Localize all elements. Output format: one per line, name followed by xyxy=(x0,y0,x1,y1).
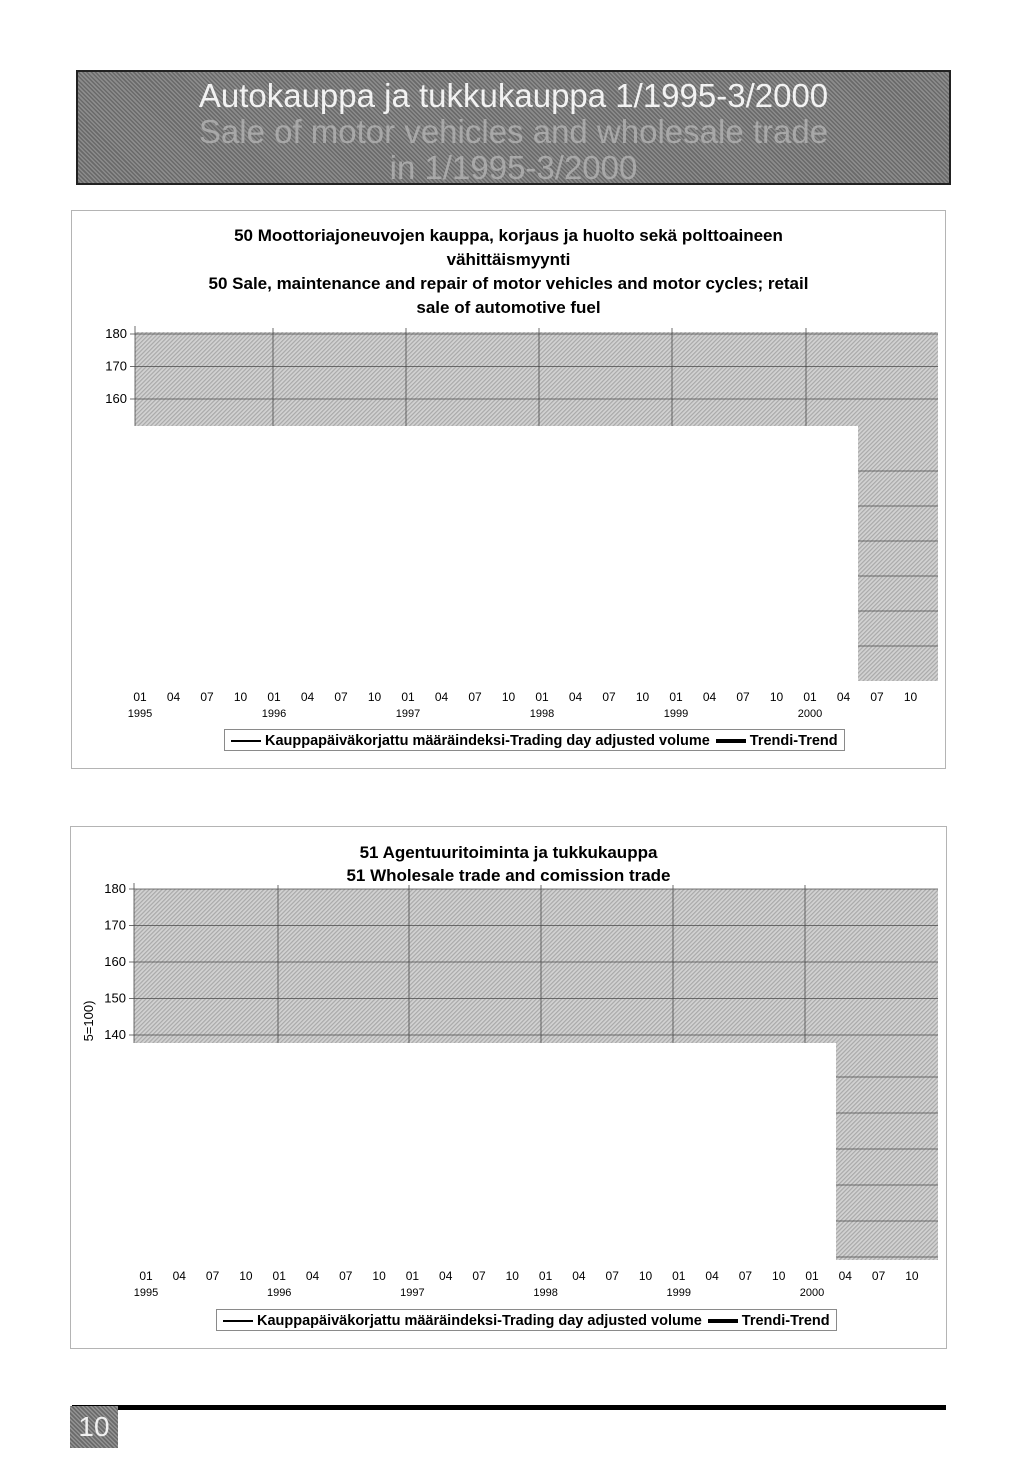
chart2-title-fi: 51 Agentuuritoiminta ja tukkukauppa xyxy=(359,843,658,862)
y-tick-label: 140 xyxy=(104,1027,126,1042)
y-tick-label: 160 xyxy=(105,391,127,406)
x-tick-label-month: 01 xyxy=(538,1269,553,1283)
x-tick-label-month: 07 xyxy=(468,690,482,704)
x-tick-label-month: 04 xyxy=(434,690,449,704)
x-tick-label-month: 01 xyxy=(535,690,549,704)
legend-trend-swatch xyxy=(716,739,746,743)
header-title-fi: Autokauppa ja tukkukauppa 1/1995-3/2000 xyxy=(198,77,829,114)
plot-area-right-strip xyxy=(858,426,938,681)
y-axis-label: 5=100) xyxy=(81,1000,96,1042)
legend-trend-label: Trendi-Trend xyxy=(749,733,838,749)
chart1-legend xyxy=(224,729,845,751)
x-tick-label-month: 07 xyxy=(200,690,214,704)
x-tick-label-year: 1997 xyxy=(395,708,421,720)
x-tick-label-month: 04 xyxy=(305,1269,320,1283)
x-tick-label-month: 07 xyxy=(602,690,616,704)
x-tick-label-month: 10 xyxy=(239,1269,253,1283)
x-tick-label-year: 1998 xyxy=(529,708,555,720)
plot-area-upper-band xyxy=(135,332,938,426)
x-tick-label-month: 01 xyxy=(267,690,281,704)
x-tick-label-month: 07 xyxy=(339,1269,353,1283)
chart-panel-motor-vehicles xyxy=(71,210,946,769)
x-tick-label-month: 10 xyxy=(372,1269,386,1283)
x-tick-label-year: 1998 xyxy=(533,1287,558,1299)
chart2-plot xyxy=(71,827,946,1348)
y-tick-label: 160 xyxy=(104,954,126,969)
chart-panel-wholesale xyxy=(70,826,947,1349)
legend-volume-swatch xyxy=(231,740,261,742)
legend-volume-label: Kauppapäiväkorjattu määräindeksi-Trading day adjusted volume xyxy=(257,1313,702,1329)
x-tick-label-year: 1996 xyxy=(266,1287,292,1299)
legend-volume-swatch xyxy=(223,1320,253,1322)
page-header-banner xyxy=(76,70,951,185)
chart1-title-en-2: sale of automotive fuel xyxy=(416,298,601,317)
legend-volume-label: Kauppapäiväkorjattu määräindeksi-Trading day adjusted volume xyxy=(265,733,710,749)
x-tick-label-month: 07 xyxy=(736,690,750,704)
x-tick-label-month: 01 xyxy=(401,690,415,704)
x-tick-label-month: 04 xyxy=(166,690,181,704)
x-tick-label-month: 10 xyxy=(638,1269,653,1283)
x-tick-label-year: 1999 xyxy=(663,708,689,720)
x-tick-label-year: 1996 xyxy=(261,708,287,720)
chart1-title-en-1: 50 Sale, maintenance and repair of motor vehicles and motor cycles; retail xyxy=(208,274,809,293)
chart1-title-fi-2: vähittäismyynti xyxy=(446,250,571,269)
x-tick-label-month: 07 xyxy=(738,1269,753,1283)
x-tick-label-month: 01 xyxy=(133,690,147,704)
x-tick-label-year: 1999 xyxy=(666,1287,692,1299)
x-tick-label-month: 07 xyxy=(605,1269,619,1283)
x-tick-label-month: 10 xyxy=(635,690,650,704)
x-tick-label-year: 1995 xyxy=(127,708,153,720)
legend-trend-swatch xyxy=(708,1319,738,1323)
page-number: 10 xyxy=(70,1406,118,1448)
x-tick-label-month: 04 xyxy=(300,690,315,704)
x-tick-label-month: 07 xyxy=(870,690,884,704)
x-tick-label-month: 10 xyxy=(367,690,382,704)
x-tick-label-month: 04 xyxy=(568,690,583,704)
x-tick-label-month: 10 xyxy=(905,1269,919,1283)
x-tick-label-month: 01 xyxy=(405,1269,420,1283)
legend-trend-label: Trendi-Trend xyxy=(741,1313,830,1329)
y-tick-label: 170 xyxy=(104,917,126,933)
x-tick-label-month: 10 xyxy=(233,690,248,704)
x-tick-label-month: 07 xyxy=(334,690,348,704)
x-tick-label-month: 01 xyxy=(669,690,683,704)
x-tick-label-month: 04 xyxy=(572,1269,586,1283)
chart2-legend xyxy=(216,1309,837,1331)
x-tick-label-month: 04 xyxy=(838,1269,852,1283)
chart1-title-fi-1: 50 Moottoriajoneuvojen kauppa, korjaus ja huolto sekä polttoaineen xyxy=(234,226,783,245)
x-tick-label-month: 04 xyxy=(439,1269,453,1283)
x-tick-label-month: 10 xyxy=(501,690,516,704)
x-tick-label-month: 10 xyxy=(505,1269,519,1283)
x-tick-label-month: 04 xyxy=(172,1269,186,1283)
y-tick-label: 170 xyxy=(105,358,127,374)
x-tick-label-month: 07 xyxy=(205,1269,220,1283)
x-tick-label-month: 01 xyxy=(672,1269,686,1283)
y-tick-label: 180 xyxy=(104,881,126,896)
y-tick-label: 150 xyxy=(104,990,126,1006)
x-tick-label-month: 01 xyxy=(139,1269,153,1283)
chart1-plot xyxy=(72,211,945,768)
plot-area-upper-band xyxy=(134,889,938,1043)
x-tick-label-month: 10 xyxy=(903,690,918,704)
x-tick-label-month: 04 xyxy=(702,690,717,704)
chart2-title-en: 51 Wholesale trade and comission trade xyxy=(346,866,671,885)
footer-rule xyxy=(72,1405,946,1410)
x-tick-label-year: 2000 xyxy=(797,708,823,720)
header-title-en: Sale of motor vehicles and wholesale trade xyxy=(198,113,829,150)
x-tick-label-year: 1997 xyxy=(400,1287,425,1299)
x-tick-label-month: 01 xyxy=(272,1269,286,1283)
x-tick-label-year: 1995 xyxy=(133,1287,159,1299)
plot-area-right-strip xyxy=(836,1043,938,1260)
x-tick-label-month: 01 xyxy=(803,690,817,704)
x-tick-label-month: 07 xyxy=(871,1269,886,1283)
x-tick-label-month: 10 xyxy=(772,1269,786,1283)
y-tick-label: 180 xyxy=(105,326,127,341)
x-tick-label-month: 01 xyxy=(805,1269,819,1283)
x-tick-label-month: 04 xyxy=(705,1269,719,1283)
x-tick-label-year: 2000 xyxy=(799,1287,825,1299)
header-title-period: in 1/1995-3/2000 xyxy=(389,149,638,186)
x-tick-label-month: 04 xyxy=(836,690,851,704)
x-tick-label-month: 07 xyxy=(472,1269,486,1283)
x-tick-label-month: 10 xyxy=(769,690,784,704)
